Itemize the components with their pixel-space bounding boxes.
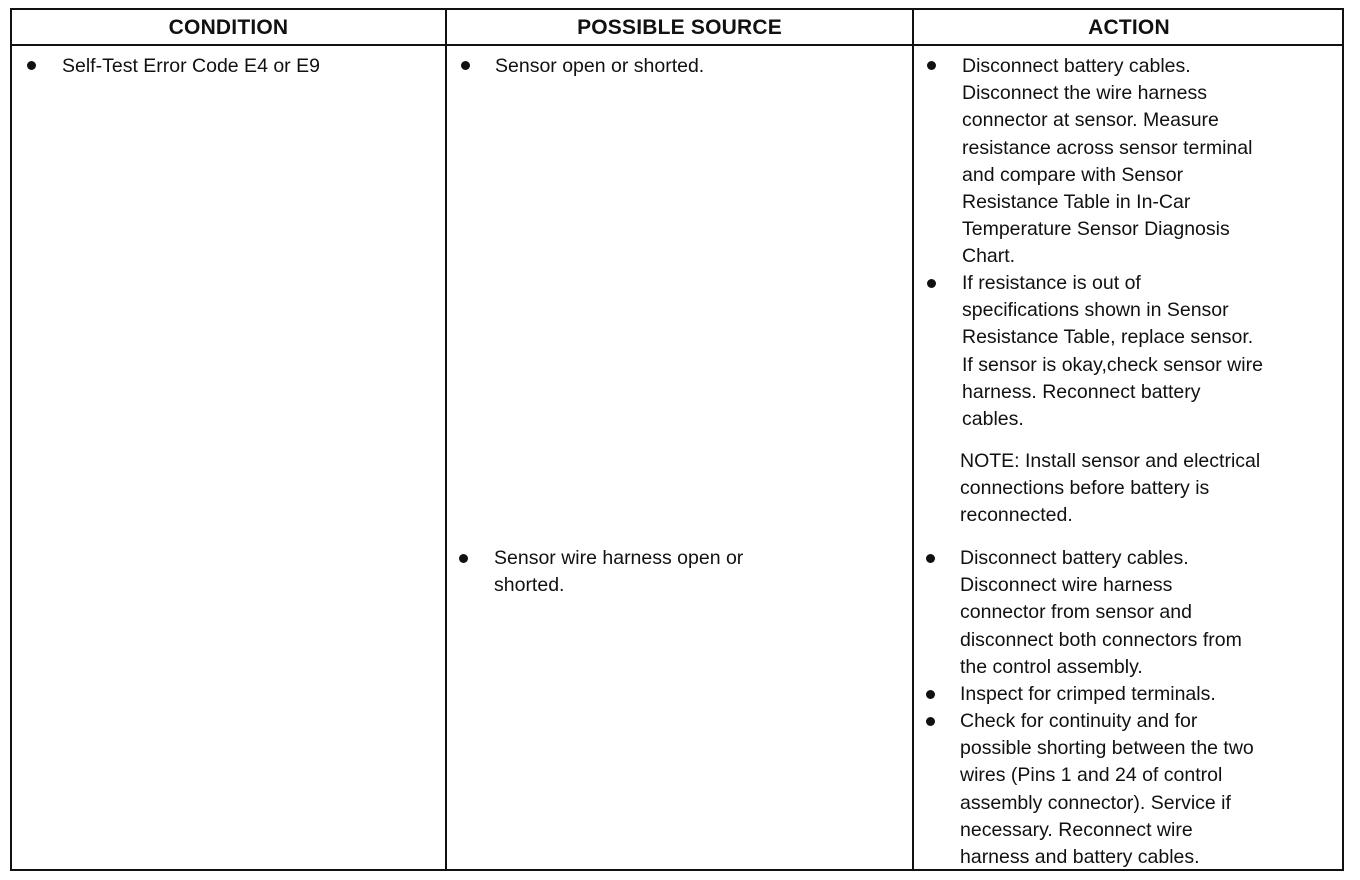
action-text-2a: Disconnect battery cables. Disconnect wire harness connector from sensor and disconnect both connectors from the control assembly. xyxy=(960,547,1242,678)
source-text-1: Sensor open or shorted. xyxy=(495,55,705,77)
condition-text: Self-Test Error Code E4 or E9 xyxy=(62,55,320,77)
header-condition: CONDITION xyxy=(168,16,289,39)
action-note: NOTE: Install sensor and electrical connections before battery is reconnected. xyxy=(960,450,1261,527)
bullet-icon xyxy=(927,279,936,288)
diagnosis-table xyxy=(10,8,1344,871)
action-text-2c: Check for continuity and for possible shorting between the two wires (Pins 1 and 24 of control assembly connector). Service if necessary. Reconnect wire harness and battery cables. xyxy=(960,710,1254,869)
bullet-icon xyxy=(461,61,470,70)
bullet-icon xyxy=(926,690,935,699)
action-text-1b: If resistance is out of specifications shown in Sensor Resistance Table, replace sensor. If sensor is okay,check sensor wire harness. Reconnect battery cables. xyxy=(962,272,1263,431)
bullet-icon xyxy=(27,61,36,70)
bullet-icon xyxy=(459,554,468,563)
action-text-1a: Disconnect battery cables. Disconnect the wire harness connector at sensor. Measure resistance across sensor terminal and compare with Sensor Resistance Table in In-Car Temperature Sensor Diagnosis Chart. xyxy=(962,55,1253,268)
source-text-2: Sensor wire harness open or shorted. xyxy=(494,547,744,597)
header-possible-source: POSSIBLE SOURCE xyxy=(577,16,782,39)
bullet-icon xyxy=(926,717,935,726)
bullet-icon xyxy=(927,61,936,70)
column-divider xyxy=(445,10,447,869)
bullet-icon xyxy=(926,554,935,563)
column-divider xyxy=(912,10,914,869)
header-action: ACTION xyxy=(1088,16,1170,39)
action-text-2b: Inspect for crimped terminals. xyxy=(960,683,1216,705)
